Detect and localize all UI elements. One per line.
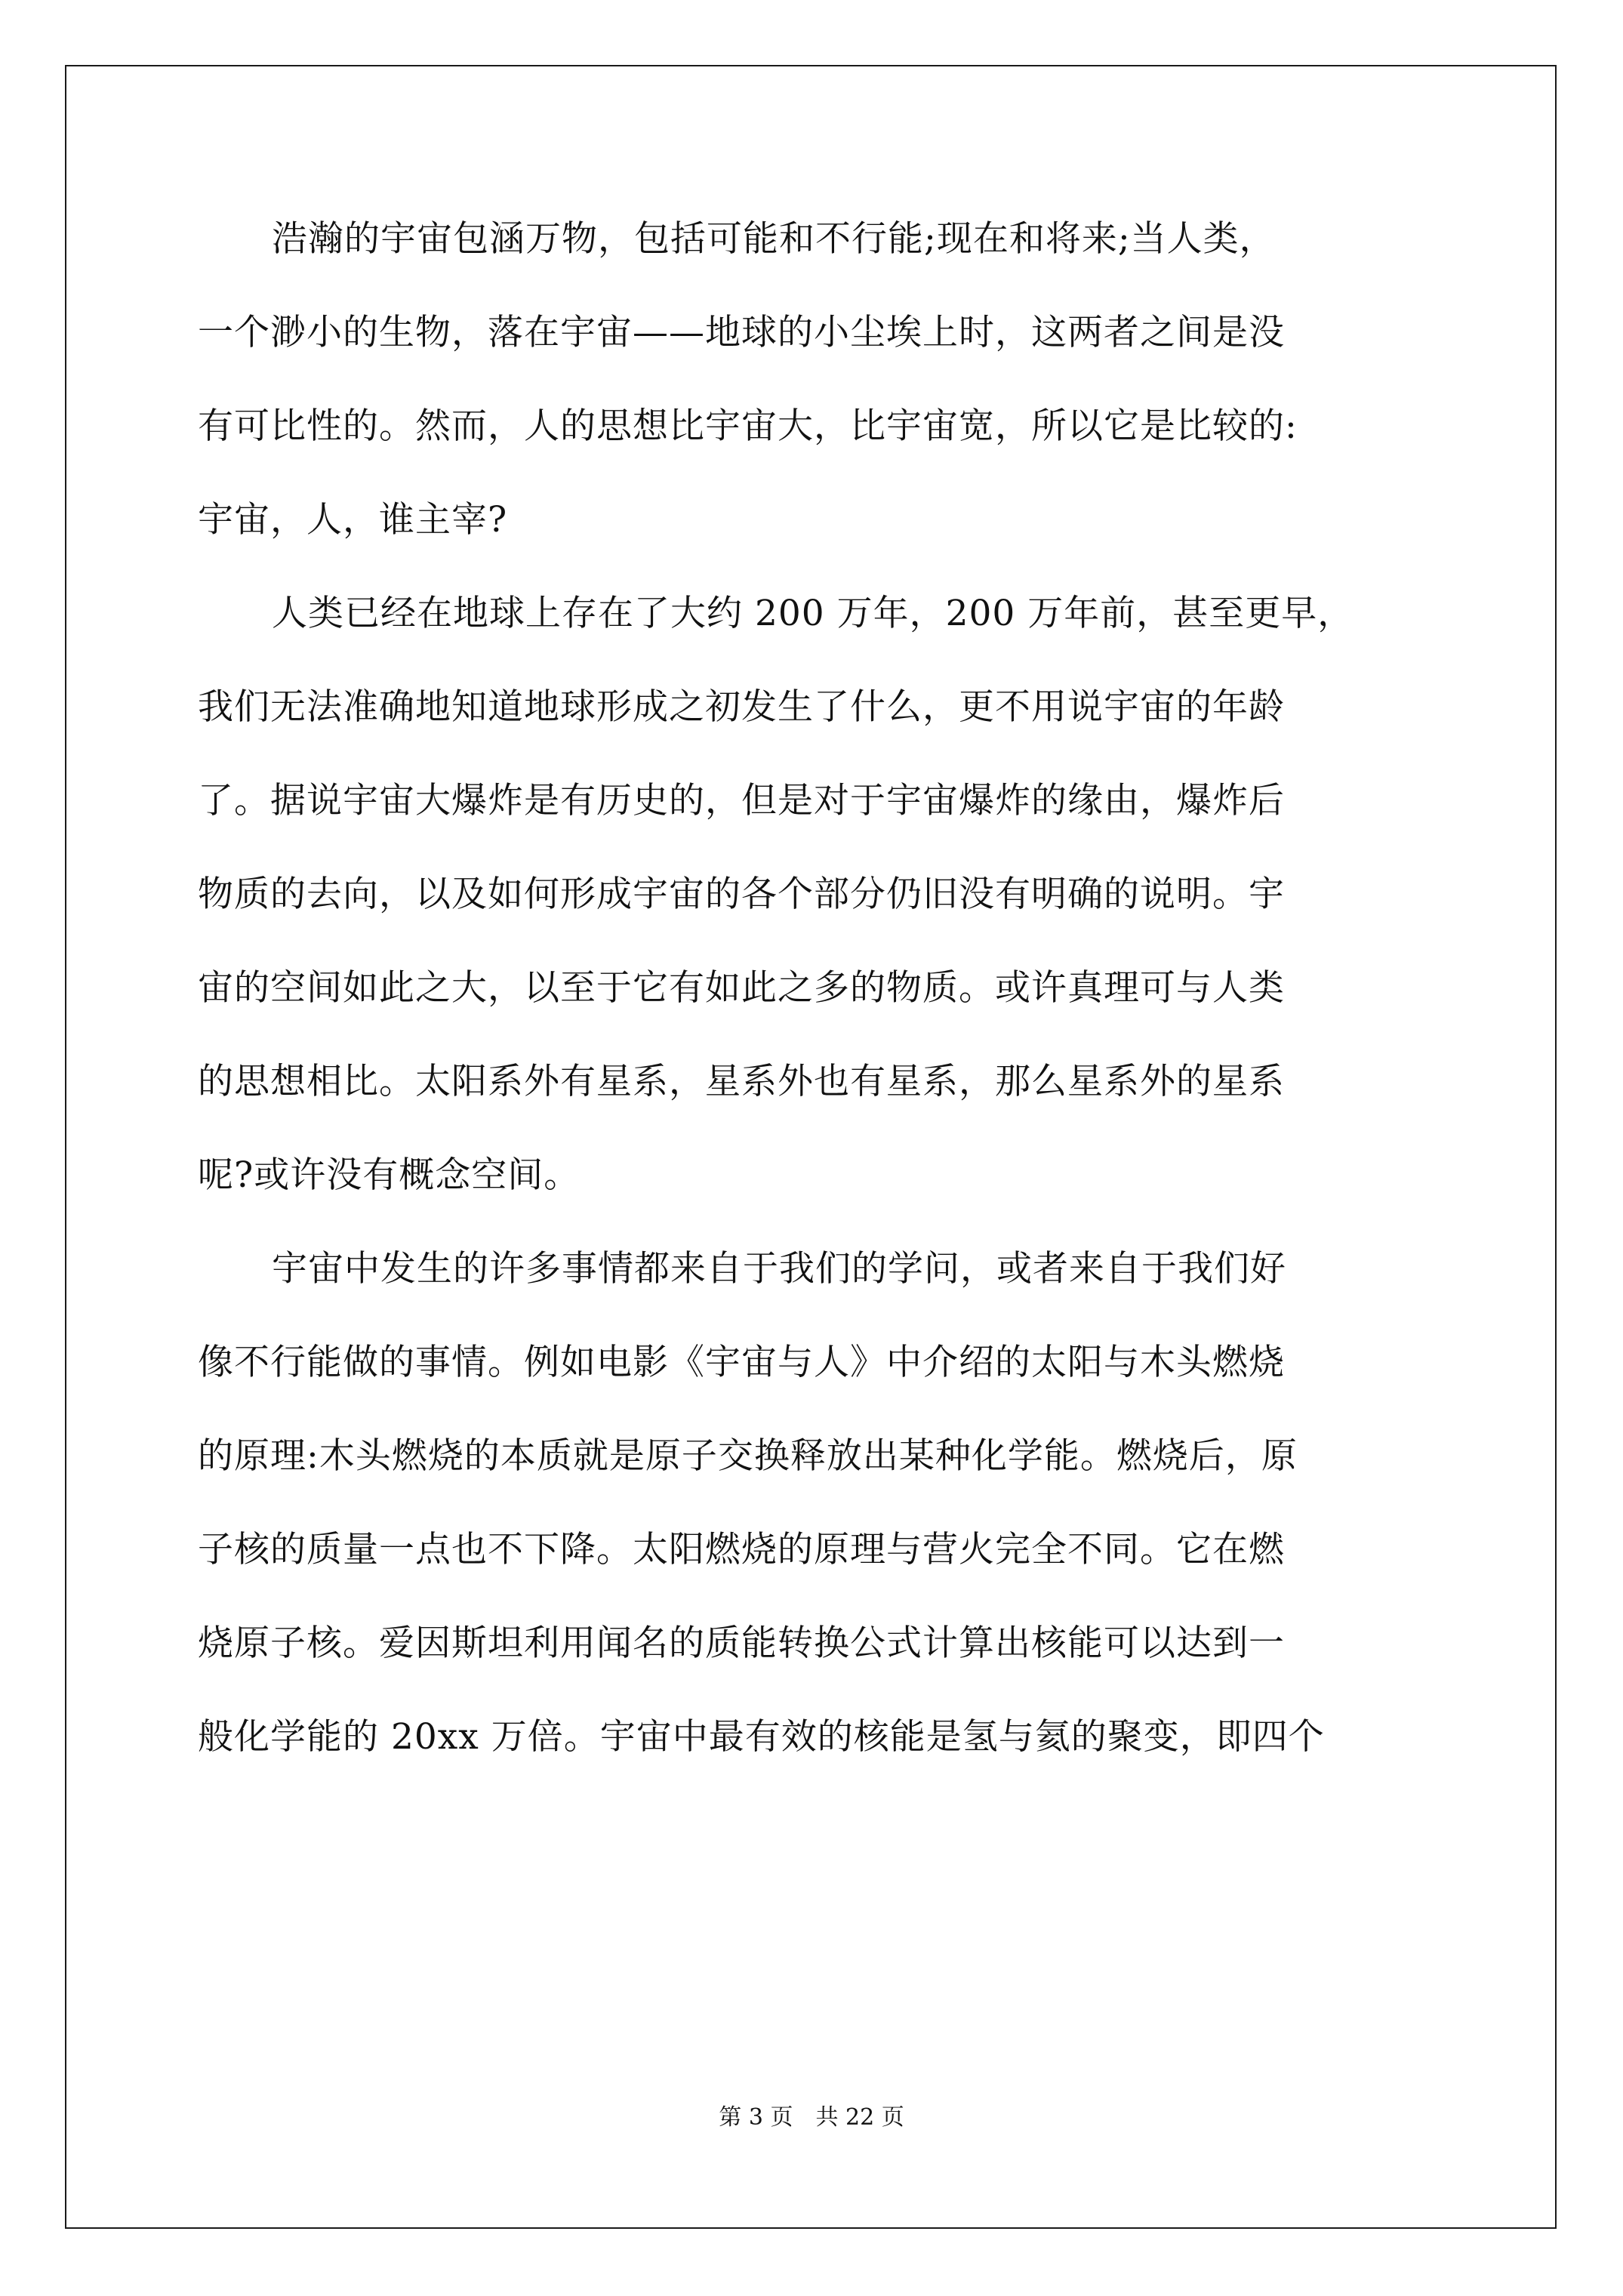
paragraph-1-line-3: 有可比性的。然而，人的思想比宇宙大，比宇宙宽，所以它是比较的: bbox=[198, 405, 1298, 447]
paragraph-2-line-4: 物质的去向，以及如何形成宇宙的各个部分仍旧没有明确的说明。宇 bbox=[198, 874, 1285, 915]
paragraph-2-line-2: 我们无法准确地知道地球形成之初发生了什么，更不用说宇宙的年龄 bbox=[198, 686, 1285, 728]
paragraph-2-line-6: 的思想相比。太阳系外有星系，星系外也有星系，那么星系外的星系 bbox=[198, 1061, 1285, 1102]
paragraph-2-line-3: 了。据说宇宙大爆炸是有历史的，但是对于宇宙爆炸的缘由，爆炸后 bbox=[198, 780, 1285, 821]
page-number-footer: 第 3 页 共 22 页 bbox=[719, 2104, 904, 2131]
paragraph-3-line-1: 宇宙中发生的许多事情都来自于我们的学问，或者来自于我们好 bbox=[272, 1248, 1286, 1290]
paragraph-3-line-4: 子核的质量一点也不下降。太阳燃烧的原理与营火完全不同。它在燃 bbox=[198, 1529, 1285, 1570]
document-body bbox=[198, 218, 1430, 1813]
paragraph-1-line-2: 一个渺小的生物，落在宇宙——地球的小尘埃上时，这两者之间是没 bbox=[198, 312, 1285, 353]
paragraph-3-line-5: 烧原子核。爱因斯坦利用闻名的质能转换公式计算出核能可以达到一 bbox=[198, 1623, 1285, 1664]
paragraph-1-line-4: 宇宙，人，谁主宰? bbox=[198, 499, 508, 541]
paragraph-2-line-1: 人类已经在地球上存在了大约 200 万年，200 万年前，甚至更早， bbox=[272, 593, 1354, 634]
paragraph-3-line-3: 的原理:木头燃烧的本质就是原子交换释放出某种化学能。燃烧后，原 bbox=[198, 1435, 1298, 1477]
paragraph-2-line-5: 宙的空间如此之大，以至于它有如此之多的物质。或许真理可与人类 bbox=[198, 967, 1285, 1009]
paragraph-2-line-7: 呢?或许没有概念空间。 bbox=[198, 1154, 581, 1196]
paragraph-1-line-1: 浩瀚的宇宙包涵万物，包括可能和不行能;现在和将来;当人类， bbox=[272, 218, 1276, 260]
paragraph-3-line-2: 像不行能做的事情。例如电影《宇宙与人》中介绍的太阳与木头燃烧 bbox=[198, 1342, 1285, 1383]
paragraph-3-line-6: 般化学能的 20xx 万倍。宇宙中最有效的核能是氢与氦的聚变，即四个 bbox=[198, 1716, 1325, 1758]
